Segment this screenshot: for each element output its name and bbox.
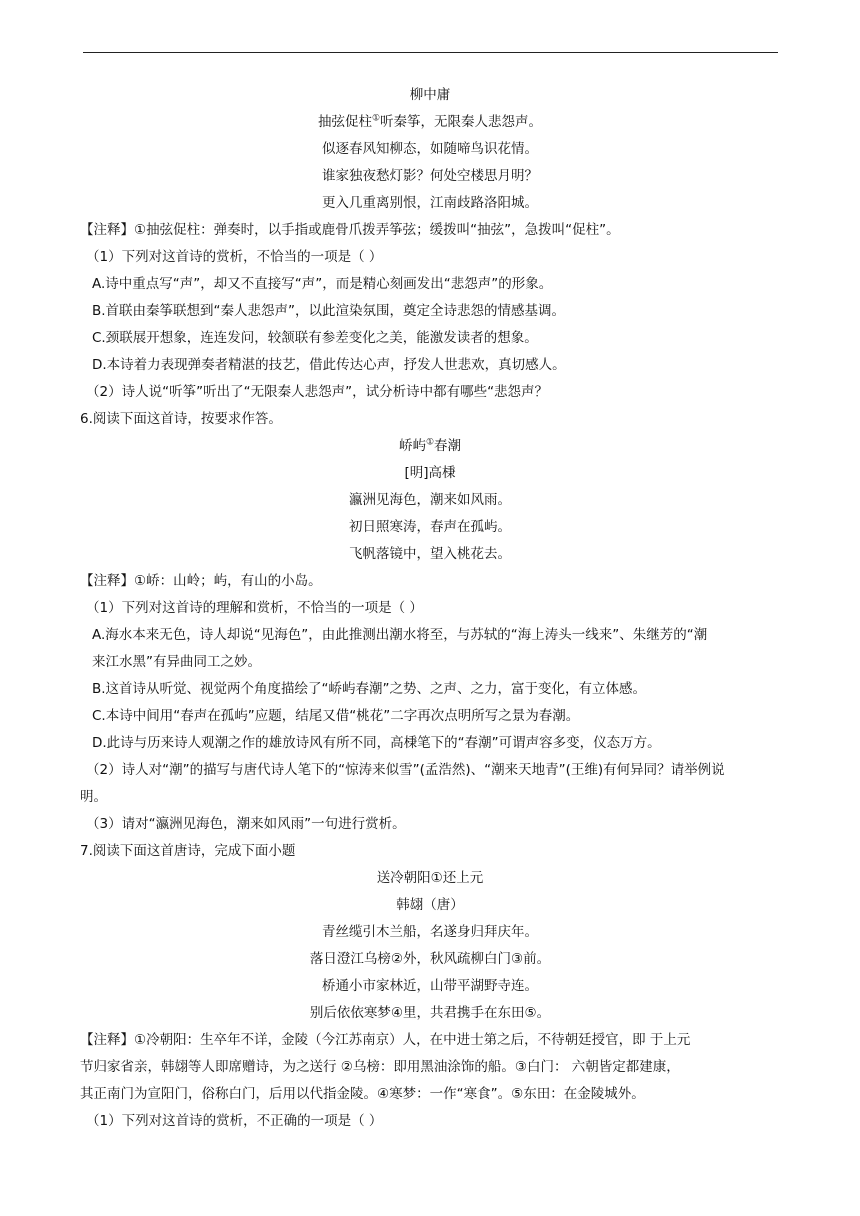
poem-line: 别后依依寒梦④里，共君携手在东田⑤。 bbox=[309, 1005, 551, 1021]
poem-line: 落日澄江乌榜②外，秋风疏柳白门③前。 bbox=[309, 951, 551, 967]
poem-line: 桥通小市家林近，山带平湖野寺连。 bbox=[322, 978, 538, 994]
question-prompt: （2）诗人对“潮”的描写与唐代诗人笔下的“惊涛来似雪”(孟浩然)、“潮来天地青”(王维)有何异同？请举例说 bbox=[86, 762, 725, 778]
question-heading: 7.阅读下面这首唐诗，完成下面小题 bbox=[80, 843, 296, 859]
choice-option: D.本诗着力表现弹奏者精湛的技艺，借此传达心声，抒发人世悲欢，真切感人。 bbox=[92, 357, 566, 373]
choice-option-continuation: 来江水黑”有异曲同工之妙。 bbox=[92, 654, 261, 670]
poem-line: 初日照寒涛，春声在孤屿。 bbox=[349, 519, 511, 535]
header-rule bbox=[83, 52, 778, 53]
poem-line: 青丝缆引木兰船，名遂身归拜庆年。 bbox=[322, 924, 538, 940]
question-prompt-continuation: 明。 bbox=[80, 789, 107, 805]
question-prompt: （1）下列对这首诗的赏析，不正确的一项是（ ） bbox=[86, 1113, 383, 1129]
question-prompt: （1）下列对这首诗的理解和赏析，不恰当的一项是（ ） bbox=[86, 600, 423, 616]
footnote-marker: ① bbox=[425, 437, 435, 448]
poem-line: 飞帆落镜中，望入桃花去。 bbox=[349, 546, 511, 562]
poem-line: 更入几重离别恨，江南歧路洛阳城。 bbox=[322, 195, 538, 211]
question-prompt: （2）诗人说“听筝”听出了“无限秦人悲怨声”，试分析诗中都有哪些“悲怨声？ bbox=[86, 384, 549, 400]
choice-option: C.颈联展开想象，连连发问，较颔联有参差变化之美，能激发读者的想象。 bbox=[92, 330, 538, 346]
choice-option: C.本诗中间用“春声在孤屿”应题，结尾又借“桃花”二字再次点明所写之景为春潮。 bbox=[92, 708, 580, 724]
question-heading: 6.阅读下面这首诗，按要求作答。 bbox=[80, 411, 282, 427]
footnote-marker: ① bbox=[371, 113, 381, 124]
annotation: 【注释】①抽弦促柱：弹奏时，以手指或鹿骨爪拨弄筝弦；缓拨叫“抽弦”，急拨叫“促柱”。 bbox=[80, 222, 620, 238]
poem-line: 似逐春风知柳态，如随啼鸟识花情。 bbox=[322, 141, 538, 157]
poem-author: [明]高棅 bbox=[404, 465, 456, 481]
choice-option: D.此诗与历来诗人观潮之作的雄放诗风有所不同，高棅笔下的“春潮”可谓声容多变，仪态万方。 bbox=[92, 735, 661, 751]
choice-option: B.这首诗从听觉、视觉两个角度描绘了“峤屿春潮”之势、之声、之力，富于变化，有立体感。 bbox=[92, 681, 647, 697]
choice-option: B.首联由秦筝联想到“秦人悲怨声”，以此渲染氛围，奠定全诗悲怨的情感基调。 bbox=[92, 303, 566, 319]
annotation: 【注释】①冷朝阳：生卒年不详，金陵（今江苏南京）人，在中进士第之后，不待朝廷授官，即 于上元 bbox=[80, 1032, 691, 1048]
poem-author: 韩翃（唐） bbox=[396, 897, 464, 913]
annotation-continuation: 其正南门为宣阳门，俗称白门，后用以代指金陵。④寒梦：一作“寒食”。⑤东田：在金陵城外。 bbox=[80, 1086, 645, 1102]
poem-author: 柳中庸 bbox=[409, 87, 451, 103]
poem-line: 瀛洲见海色，潮来如风雨。 bbox=[349, 492, 511, 508]
document-body bbox=[80, 82, 780, 1135]
poem-title: 送冷朝阳①还上元 bbox=[376, 870, 484, 886]
annotation: 【注释】①峤：山岭；屿，有山的小岛。 bbox=[80, 573, 322, 589]
poem-line: 抽弦促柱①听秦筝，无限秦人悲怨声。 bbox=[317, 113, 543, 130]
poem-line: 谁家独夜愁灯影？何处空楼思月明？ bbox=[322, 168, 538, 184]
annotation-continuation: 节归家省亲，韩翃等人即席赠诗，为之送行 ②乌榜：即用黑油涂饰的船。③白门： 六朝皆定都建康， bbox=[80, 1059, 680, 1075]
choice-option: A.诗中重点写“声”，却又不直接写“声”，而是精心刻画发出“悲怨声”的形象。 bbox=[92, 276, 553, 292]
choice-option: A.海水本来无色，诗人却说“见海色”，由此推测出潮水将至，与苏轼的“海上涛头一线来”、朱继芳的“潮 bbox=[92, 627, 708, 643]
question-prompt: （3）请对“瀛洲见海色，潮来如风雨”一句进行赏析。 bbox=[86, 816, 406, 832]
question-prompt: （1）下列对这首诗的赏析，不恰当的一项是（ ） bbox=[86, 249, 383, 265]
poem-title: 峤屿①春潮 bbox=[398, 437, 462, 454]
